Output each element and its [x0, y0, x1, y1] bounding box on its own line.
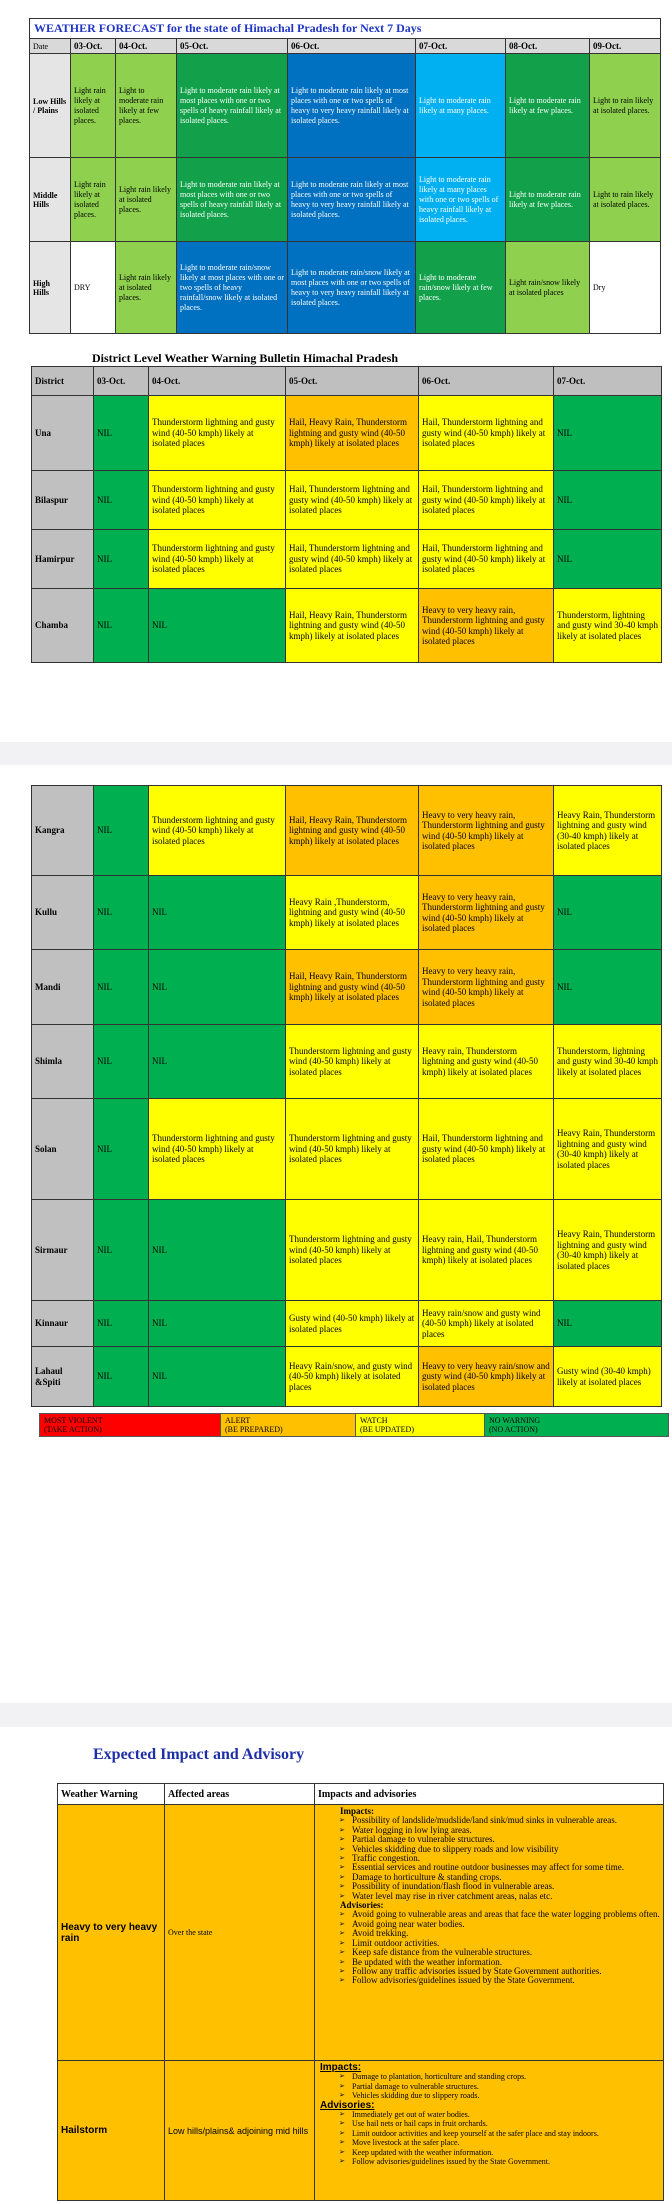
warning-cell: Heavy Rain, Thunderstorm lightning and gusty wind (30-40 kmph) likely at isolated places	[554, 786, 662, 876]
warning-cell: Thunderstorm, lightning and gusty wind 30-40 kmph likely at isolated places	[554, 589, 662, 663]
district-name: Kullu	[32, 876, 94, 950]
warning-cell: Gusty wind (40-50 kmph) likely at isolated places	[286, 1301, 419, 1347]
forecast-date: 03-Oct.	[71, 39, 116, 54]
legend-yellow	[356, 1414, 485, 1437]
list-item: ➢ Be updated with the weather information.	[352, 1958, 660, 1967]
advisory-header: Weather Warning	[58, 1784, 165, 1805]
advisories-heading: Advisories:	[340, 1900, 384, 1911]
warning-cell: Heavy to very heavy rain, Thunderstorm lightning and gusty wind (40-50 kmph) likely at isolated places	[419, 589, 554, 663]
list-item: ➢ Partial damage to vulnerable structures.	[352, 1835, 660, 1844]
list-item: ➢ Essential services and routine outdoor businesses may affect for some time.	[352, 1863, 660, 1872]
list-item: ➢ Water level may rise in river catchment areas, nalas etc.	[352, 1892, 660, 1901]
warning-cell: Gusty wind (30-40 kmph) likely at isolated places	[554, 1347, 662, 1407]
impacts-advisories	[315, 1805, 664, 2061]
advisory-page	[0, 1727, 672, 2204]
region-label: High Hills	[30, 242, 71, 334]
warning-cell: Hail, Thunderstorm lightning and gusty wind (40-50 kmph) likely at isolated places	[419, 1099, 554, 1200]
warning-cell: Thunderstorm lightning and gusty wind (40-50 kmph) likely at isolated places	[149, 1099, 286, 1200]
warning-cell: Thunderstorm lightning and gusty wind (40-50 kmph) likely at isolated places	[286, 1025, 419, 1099]
advisory-title: Expected Impact and Advisory	[93, 1746, 305, 1763]
impacts-heading: Impacts:	[340, 1806, 374, 1816]
legend-label: NO WARNING	[489, 1416, 541, 1425]
forecast-date: 04-Oct.	[116, 39, 177, 54]
warning-cell: Hail, Thunderstorm lightning and gusty wind (40-50 kmph) likely at isolated places	[286, 530, 419, 589]
warning-cell: Heavy Rain ,Thunderstorm, lightning and gusty wind (40-50 kmph) likely at isolated places	[286, 876, 419, 950]
district-name: Sirmaur	[32, 1200, 94, 1301]
forecast-cell: DRY	[71, 242, 116, 334]
forecast-cell: Light to moderate rain/snow likely at few places.	[416, 242, 506, 334]
forecast-date: 06-Oct.	[288, 39, 416, 54]
warning-cell: Hail, Thunderstorm lightning and gusty wind (40-50 kmph) likely at isolated places	[286, 471, 419, 530]
warning-cell: Thunderstorm lightning and gusty wind (40-50 kmph) likely at isolated places	[149, 471, 286, 530]
forecast-cell: Light to rain likely at isolated places.	[590, 158, 661, 242]
district-name: Hamirpur	[32, 530, 94, 589]
legend-orange	[221, 1414, 356, 1437]
warning-cell: NIL	[149, 876, 286, 950]
district-row-kangra	[32, 786, 662, 876]
district-name: Chamba	[32, 589, 94, 663]
list-item: ➢ Move livestock at the safer place.	[352, 2138, 660, 2147]
forecast-cell: Light rain/snow likely at isolated places	[506, 242, 590, 334]
warning-cell: NIL	[94, 589, 149, 663]
district-name: Shimla	[32, 1025, 94, 1099]
advisory-row-heavy-rain	[58, 1805, 664, 2061]
forecast-row-middle-hills	[30, 158, 661, 242]
list-item: ➢ Avoid trekking.	[352, 1929, 660, 1938]
district-row-mandi	[32, 950, 662, 1025]
district-name: Bilaspur	[32, 471, 94, 530]
warning-cell: NIL	[94, 950, 149, 1025]
advisory-header: Affected areas	[165, 1784, 315, 1805]
forecast-cell: Light rain likely at isolated places.	[71, 54, 116, 158]
forecast-cell: Light to moderate rain likely at few places.	[506, 158, 590, 242]
district-date: 03-Oct.	[94, 367, 149, 396]
warning-type: Hailstorm	[58, 2061, 165, 2201]
list-item: ➢ Avoid going to vulnerable areas and areas that face the water logging problems often.	[352, 1910, 660, 1919]
district-label: District	[32, 367, 94, 396]
warning-cell: NIL	[554, 396, 662, 471]
forecast-cell: Light to moderate rain likely at most places with one or two spells of heavy rainfall likely at isolated places.	[177, 54, 288, 158]
forecast-cell: Light to moderate rain likely at many places with one or two spells of heavy rainfall likely at isolated places.	[416, 158, 506, 242]
advisory-header: Impacts and advisories	[315, 1784, 664, 1805]
list-item: ➢ Limit outdoor activities and keep yourself at the safer place and stay indoors.	[352, 2129, 660, 2138]
forecast-table	[29, 18, 661, 334]
district-name: Una	[32, 396, 94, 471]
district-row-bilaspur	[32, 471, 662, 530]
district-row-lahaul-spiti	[32, 1347, 662, 1407]
forecast-cell: Light to rain likely at isolated places.	[590, 54, 661, 158]
list-item: ➢ Vehicles skidding due to slippery roads.	[352, 2091, 660, 2100]
warning-type: Heavy to very heavy rain	[58, 1805, 165, 2061]
list-item: ➢ Keep safe distance from the vulnerable structures.	[352, 1948, 660, 1957]
district-row-una	[32, 396, 662, 471]
forecast-date: 05-Oct.	[177, 39, 288, 54]
list-item: ➢ Traffic congestion.	[352, 1854, 660, 1863]
warning-cell: NIL	[94, 530, 149, 589]
district-warning-table	[31, 366, 662, 663]
impacts-list	[318, 1816, 660, 1901]
warning-cell: NIL	[149, 1025, 286, 1099]
forecast-date: 08-Oct.	[506, 39, 590, 54]
warning-cell: NIL	[94, 876, 149, 950]
forecast-date: 07-Oct.	[416, 39, 506, 54]
forecast-cell: Light to moderate rain/snow likely at most places with one or two spells of heavy rainfall/snow likely at isolated places.	[177, 242, 288, 334]
legend-action: (TAKE ACTION)	[44, 1425, 102, 1434]
warning-cell: NIL	[554, 876, 662, 950]
warning-cell: Heavy to very heavy rain, Thunderstorm lightning and gusty wind (40-50 kmph) likely at isolated places	[419, 950, 554, 1025]
warning-cell: Heavy rain/snow and gusty wind (40-50 kmph) likely at isolated places	[419, 1301, 554, 1347]
impact-advisory-table	[57, 1783, 664, 2201]
district-warning-table-continued	[31, 785, 662, 1407]
warning-cell: NIL	[554, 530, 662, 589]
warning-cell: NIL	[149, 1200, 286, 1301]
region-label: Middle Hills	[30, 158, 71, 242]
forecast-cell: Light to moderate rain likely at most places with one or two spells of heavy to very heavy rainfall likely at isolated places.	[288, 54, 416, 158]
district-row-shimla	[32, 1025, 662, 1099]
forecast-cell: Light to moderate rain/snow likely at most places with one or two spells of heavy to very heavy rainfall likely at isolated places.	[288, 242, 416, 334]
warning-cell: Hail, Thunderstorm lightning and gusty wind (40-50 kmph) likely at isolated places	[419, 530, 554, 589]
list-item: ➢ Vehicles skidding due to slippery roads and low visibility	[352, 1845, 660, 1854]
impacts-advisories	[315, 2061, 664, 2201]
list-item: ➢ Limit outdoor activities.	[352, 1939, 660, 1948]
district-row-sirmaur	[32, 1200, 662, 1301]
district-row-hamirpur	[32, 530, 662, 589]
warning-cell: NIL	[94, 1099, 149, 1200]
warning-cell: NIL	[94, 396, 149, 471]
forecast-cell: Light to moderate rain likely at many places.	[416, 54, 506, 158]
district-row-kinnaur	[32, 1301, 662, 1347]
district-bulletin-title: District Level Weather Warning Bulletin Himachal Pradesh	[92, 351, 398, 365]
warning-cell: Hail, Heavy Rain, Thunderstorm lightning and gusty wind (40-50 kmph) likely at isolated places	[286, 786, 419, 876]
district-name: Mandi	[32, 950, 94, 1025]
legend-action: (BE PREPARED)	[225, 1425, 283, 1434]
warning-color-legend	[39, 1413, 669, 1437]
legend-label: MOST VIOLENT	[44, 1416, 103, 1425]
list-item: ➢ Damage to horticulture & standing crops.	[352, 1873, 660, 1882]
warning-cell: NIL	[149, 950, 286, 1025]
list-item: ➢ Possibility of landslide/mudslide/land sink/mud sinks in vulnerable areas.	[352, 1816, 660, 1825]
warning-cell: NIL	[554, 1301, 662, 1347]
list-item: ➢ Avoid going near water bodies.	[352, 1920, 660, 1929]
legend-label: ALERT	[225, 1416, 251, 1425]
forecast-row-high-hills	[30, 242, 661, 334]
warning-cell: Hail, Thunderstorm lightning and gusty wind (40-50 kmph) likely at isolated places	[419, 471, 554, 530]
warning-cell: NIL	[94, 786, 149, 876]
list-item: ➢ Immediately get out of water bodies.	[352, 2110, 660, 2119]
district-name: Solan	[32, 1099, 94, 1200]
legend-green	[485, 1414, 669, 1437]
warning-cell: Heavy rain, Thunderstorm lightning and gusty wind (40-50 kmph) likely at isolated places	[419, 1025, 554, 1099]
warning-cell: Hail, Heavy Rain, Thunderstorm lightning and gusty wind (40-50 kmph) likely at isolated places	[286, 589, 419, 663]
district-name: Kinnaur	[32, 1301, 94, 1347]
legend-action: (BE UPDATED)	[360, 1425, 414, 1434]
forecast-page	[0, 0, 672, 742]
warning-cell: Hail, Thunderstorm lightning and gusty wind (40-50 kmph) likely at isolated places	[419, 396, 554, 471]
advisory-header-row	[58, 1784, 664, 1805]
warning-cell: NIL	[94, 471, 149, 530]
advisories-list	[318, 2110, 660, 2166]
warning-cell: Thunderstorm, lightning and gusty wind 30-40 kmph likely at isolated places	[554, 1025, 662, 1099]
impacts-list	[318, 2072, 660, 2100]
district-date: 05-Oct.	[286, 367, 419, 396]
warning-cell: NIL	[94, 1200, 149, 1301]
warning-cell: NIL	[554, 471, 662, 530]
affected-area: Over the state	[165, 1805, 315, 2061]
warning-cell: NIL	[554, 950, 662, 1025]
district-row-chamba	[32, 589, 662, 663]
district-row-solan	[32, 1099, 662, 1200]
forecast-cell: Light to moderate rain likely at most places with one or two spells of heavy to very heavy rainfall likely at isolated places.	[288, 158, 416, 242]
forecast-date: 09-Oct.	[590, 39, 661, 54]
warning-cell: Thunderstorm lightning and gusty wind (40-50 kmph) likely at isolated places	[149, 396, 286, 471]
district-date: 07-Oct.	[554, 367, 662, 396]
list-item: ➢ Use hail nets or hail caps in fruit orchards.	[352, 2119, 660, 2128]
district-date: 06-Oct.	[419, 367, 554, 396]
forecast-cell: Light to moderate rain likely at few places.	[506, 54, 590, 158]
warning-cell: Heavy Rain, Thunderstorm lightning and gusty wind (30-40 kmph) likely at isolated places	[554, 1099, 662, 1200]
legend-red	[40, 1414, 221, 1437]
district-name: Lahaul &Spiti	[32, 1347, 94, 1407]
warning-cell: Heavy to very heavy rain, Thunderstorm lightning and gusty wind (40-50 kmph) likely at isolated places	[419, 876, 554, 950]
forecast-title: WEATHER FORECAST for the state of Himachal Pradesh for Next 7 Days	[30, 19, 661, 39]
affected-area: Low hills/plains& adjoining mid hills	[165, 2061, 315, 2201]
warning-cell: Thunderstorm lightning and gusty wind (40-50 kmph) likely at isolated places	[149, 786, 286, 876]
warning-cell: Heavy Rain/snow, and gusty wind (40-50 kmph) likely at isolated places	[286, 1347, 419, 1407]
warning-cell: Heavy Rain, Thunderstorm lightning and gusty wind (30-40 kmph) likely at isolated places	[554, 1200, 662, 1301]
forecast-header-row	[30, 39, 661, 54]
district-name: Kangra	[32, 786, 94, 876]
list-item: ➢ Follow advisories/guidelines issued by the State Government.	[352, 2157, 660, 2166]
forecast-cell: Light to moderate rain likely at few places.	[116, 54, 177, 158]
forecast-cell: Light rain likely at isolated places.	[116, 158, 177, 242]
forecast-cell: Light to moderate rain likely at most places with one or two spells of heavy rainfall likely at isolated places.	[177, 158, 288, 242]
warning-cell: Heavy rain, Hail, Thunderstorm lightning and gusty wind (40-50 kmph) likely at isolated places	[419, 1200, 554, 1301]
legend-label: WATCH	[360, 1416, 388, 1425]
warning-cell: Hail, Heavy Rain, Thunderstorm lightning and gusty wind (40-50 kmph) likely at isolated places	[286, 950, 419, 1025]
date-label: Date	[30, 39, 71, 54]
warning-cell: Hail, Heavy Rain, Thunderstorm lightning and gusty wind (40-50 kmph) likely at isolated places	[286, 396, 419, 471]
advisories-heading: Advisories:	[320, 2099, 375, 2111]
list-item: ➢ Damage to plantation, horticulture and standing crops.	[352, 2072, 660, 2081]
forecast-cell: Light rain likely at isolated places.	[116, 242, 177, 334]
warning-cell: Thunderstorm lightning and gusty wind (40-50 kmph) likely at isolated places	[286, 1200, 419, 1301]
forecast-cell: Light rain likely at isolated places.	[71, 158, 116, 242]
forecast-cell: Dry	[590, 242, 661, 334]
district-date: 04-Oct.	[149, 367, 286, 396]
district-header-row	[32, 367, 662, 396]
impacts-heading: Impacts:	[320, 2062, 362, 2073]
warning-cell: Thunderstorm lightning and gusty wind (40-50 kmph) likely at isolated places	[286, 1099, 419, 1200]
forecast-row-low-hills	[30, 54, 661, 158]
warning-cell: Thunderstorm lightning and gusty wind (40-50 kmph) likely at isolated places	[149, 530, 286, 589]
list-item: ➢ Keep updated with the weather information.	[352, 2148, 660, 2157]
advisories-list	[318, 1910, 660, 1985]
region-label: Low Hills / Plains	[30, 54, 71, 158]
list-item: ➢ Follow advisories/guidelines issued by the State Government.	[352, 1976, 660, 1985]
district-row-kullu	[32, 876, 662, 950]
warning-cell: Heavy to very heavy rain, Thunderstorm lightning and gusty wind (40-50 kmph) likely at isolated places	[419, 786, 554, 876]
list-item: ➢ Partial damage to vulnerable structures.	[352, 2082, 660, 2091]
list-item: ➢ Water logging in low lying areas.	[352, 1826, 660, 1835]
warning-cell: NIL	[149, 1347, 286, 1407]
list-item: ➢ Possibility of inundation/flash flood in vulnerable areas.	[352, 1882, 660, 1891]
warning-cell: NIL	[94, 1301, 149, 1347]
warning-cell: NIL	[94, 1025, 149, 1099]
list-item: ➢ Follow any traffic advisories issued by State Government authorities.	[352, 1967, 660, 1976]
legend-action: (NO ACTION)	[489, 1425, 538, 1434]
warning-cell: NIL	[149, 589, 286, 663]
district-warning-page	[0, 765, 672, 1703]
warning-cell: Heavy to very heavy rain/snow and gusty wind (40-50 kmph) likely at isolated places	[419, 1347, 554, 1407]
warning-cell: NIL	[149, 1301, 286, 1347]
advisory-row-hailstorm	[58, 2061, 664, 2201]
warning-cell: NIL	[94, 1347, 149, 1407]
